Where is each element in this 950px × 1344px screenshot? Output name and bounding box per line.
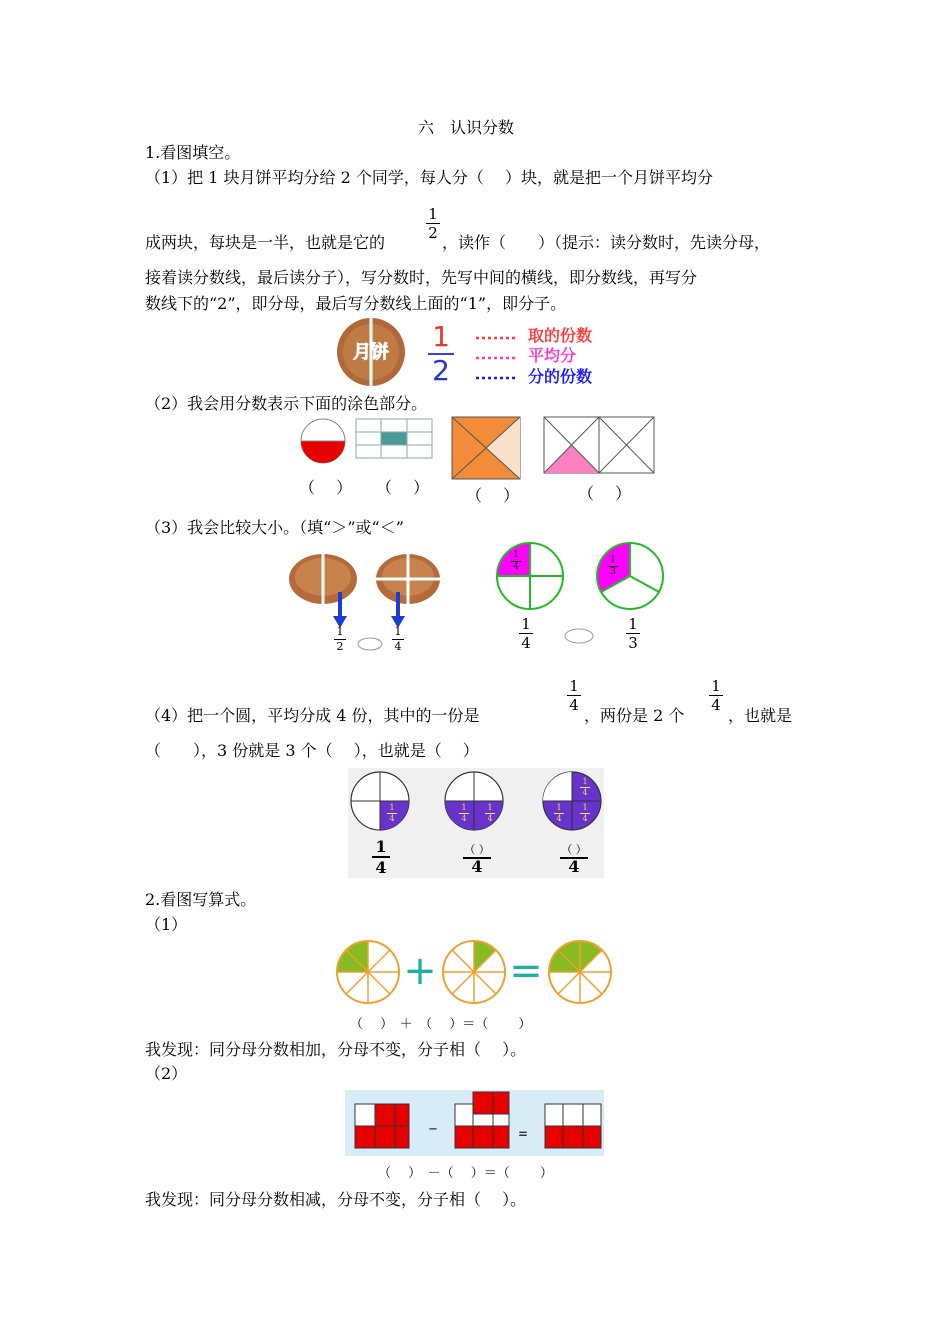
triangle-square-shape [452,417,520,479]
diagram-fraction [428,322,454,386]
fraction-numerator: 1 [628,615,638,633]
diagram-dotted-lines [476,328,536,388]
addition-finding: 我发现：同分母分数相加，分母不变，分子相（ ）。 [145,1040,527,1059]
compare-answer-oval[interactable] [356,636,384,652]
circle-piece-label [580,778,590,797]
fraction-denominator: 2 [336,640,344,653]
fraction-numerator: 1 [521,615,531,633]
fraction-denominator: 4 [582,788,588,797]
compare-fraction-quarter-b [519,616,533,651]
circle-piece-label [580,804,590,823]
fraction-numerator: 1 [556,803,562,812]
fraction-numerator: 1 [389,803,395,812]
bar-group-middle [455,1092,509,1148]
fraction-denominator: 4 [513,562,519,572]
fraction-subtraction-diagram [345,1090,604,1156]
fraction-denominator: 4 [394,640,402,653]
circle-fraction-label [372,838,390,876]
fraction-denominator: 4 [568,857,580,876]
fraction-denominator: 4 [521,634,531,652]
fraction-numerator: 1 [513,550,519,560]
fraction-denominator: 4 [389,814,395,823]
fraction-numerator[interactable]: （ ） [561,843,587,856]
subtraction-finding: 我发现：同分母分数相减，分母不变，分子相（ ）。 [145,1190,527,1209]
diagram-denominator: 2 [432,354,450,387]
fraction-denominator: 4 [461,814,467,823]
diagram-label-denominator: 分的份数 [528,367,593,386]
q1-part4-line2: （ ），3 份就是 3 个（ ），也就是（ ） [145,741,479,760]
fraction-denominator: 4 [556,814,562,823]
fraction-denominator: 4 [471,857,483,876]
fraction-numerator: 1 [487,803,493,812]
fraction-denominator: 4 [711,696,721,714]
question-2-heading: 2.看图写算式。 [145,890,257,909]
mooncake-label: 月饼 [353,342,389,363]
mooncake-compare [288,552,468,632]
equals-icon: = [509,948,543,994]
shaded-shapes [298,416,668,486]
fraction-one-quarter [709,678,723,713]
fraction-numerator: 1 [582,777,588,786]
compare-fraction-half [334,626,346,653]
half-circle-shape [301,419,345,463]
fraction-denominator: 3 [610,567,616,577]
compare-fraction-quarter [392,626,404,653]
q1-part3-text: （3）我会比较大小。（填“＞”或“＜” [145,518,404,537]
fraction-numerator: 1 [336,625,344,638]
fraction-numerator: 1 [428,205,438,223]
fraction-numerator: 1 [375,837,387,856]
question-1-heading: 1.看图填空。 [145,143,241,162]
third-circle-shape [597,543,663,609]
fraction-numerator: 1 [711,677,721,695]
answer-blank[interactable]: （ ） [376,478,430,497]
mooncake-half-image [289,552,357,606]
plus-icon: + [403,948,437,994]
q1-part1-line1: （1）把 1 块月饼平均分给 2 个同学，每人分（ ）块，就是把一个月饼平均分 [145,168,713,187]
q1-part4-line1a: （4）把一个圆，平均分成 4 份，其中的一份是 [145,706,480,725]
fraction-numerator[interactable]: （ ） [464,843,490,856]
fraction-one-quarter [567,678,581,713]
q2-sub1-label: （1） [145,915,188,934]
circle-fraction-label [560,843,588,875]
fraction-numerator: 1 [461,803,467,812]
fraction-numerator: 1 [394,625,402,638]
q1-part4-line1b: ，两份是 2 个 [584,706,685,725]
fraction-denominator: 3 [628,634,638,652]
grid-rectangle-shape [356,419,432,458]
fraction-denominator: 4 [487,814,493,823]
circle-piece-label [485,804,495,823]
eighths-circle [443,941,505,1003]
q1-part1-line3: 接着读分数线，最后读分子），写分数时，先写中间的横线，即分数线，再写分 [145,268,698,287]
q1-part1-line2a: 成两块，每块是一半，也就是它的 [145,233,386,252]
equals-icon: = [517,1127,529,1141]
circle-piece-label [387,804,397,823]
q1-part1-line2b: ，读作（ ）（提示：读分数时，先读分母， [442,233,771,252]
three-quarters-circle [543,772,601,830]
compare-answer-oval[interactable] [563,627,595,645]
double-square-shape [544,417,654,473]
fraction-numerator: 1 [582,803,588,812]
subtraction-equation[interactable]: （ ） －（ ）＝（ ） [378,1166,553,1181]
circle-fraction-label [463,843,491,875]
fraction-denominator: 4 [375,858,387,877]
q1-part4-line1c: ，也就是 [728,706,793,725]
answer-blank[interactable]: （ ） [578,484,632,503]
answer-blank[interactable]: （ ） [466,486,520,505]
quarter-circle-shape [497,543,563,609]
circle-compare [496,541,676,613]
circle-piece-label [459,804,469,823]
circle-piece-label [608,556,618,577]
compare-fraction-third [626,616,640,651]
minus-icon: – [428,1118,438,1139]
fraction-numerator: 1 [569,677,579,695]
diagram-label-line: 平均分 [528,346,577,365]
page-title: 六 认识分数 [418,118,515,137]
q1-part1-line4: 数线下的“2”，即分母，最后写分数线上面的“1”，即分子。 [145,294,567,313]
answer-blank[interactable]: （ ） [299,478,353,497]
bar-group-left [355,1104,409,1148]
fraction-one-half [426,206,440,241]
fraction-numerator: 1 [610,555,616,565]
circle-piece-label [554,804,564,823]
fraction-denominator: 2 [428,224,438,242]
fraction-addition-diagram [336,938,616,1008]
mooncake-quarter-image [374,552,442,606]
q1-part2-text: （2）我会用分数表示下面的涂色部分。 [145,394,428,413]
eighths-circle [337,941,399,1003]
bar-group-right [545,1104,601,1148]
diagram-numerator: 1 [432,320,450,353]
addition-equation[interactable]: （ ） ＋ （ ）＝（ ） [350,1017,532,1032]
eighths-circle [549,941,611,1003]
fraction-denominator: 4 [569,696,579,714]
one-quarter-circle [351,772,409,830]
circle-piece-label [511,551,521,572]
fraction-denominator: 4 [582,814,588,823]
diagram-label-numerator: 取的份数 [528,326,593,345]
q2-sub2-label: （2） [145,1064,188,1083]
